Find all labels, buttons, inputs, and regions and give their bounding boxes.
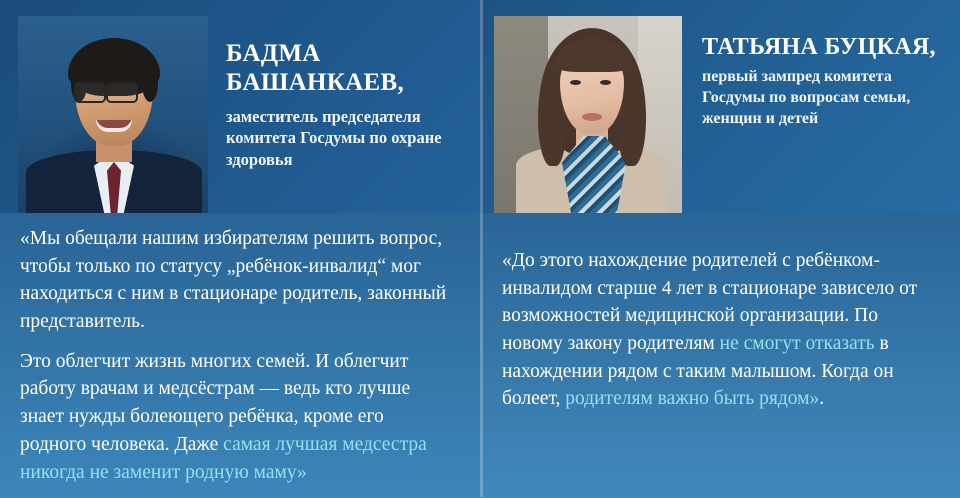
quote-paragraph xyxy=(502,247,938,413)
vertical-divider xyxy=(480,0,483,497)
portrait-tatyana-butskaya xyxy=(494,16,682,213)
quote-text: в нахождении рядом с таким малышом. Когда он болеет, xyxy=(502,333,894,410)
quote-right xyxy=(480,213,960,498)
speaker-name: ТАТЬЯНА БУЦКАЯ, xyxy=(702,34,936,60)
speaker-name-block-left xyxy=(226,40,474,170)
quote-text: . xyxy=(819,388,825,410)
glasses-left-lens xyxy=(74,82,106,103)
portrait-badma-bashankaev xyxy=(18,16,208,213)
quote-paragraph xyxy=(20,348,450,486)
glasses-right-lens xyxy=(106,82,138,103)
speaker-panel-right xyxy=(480,0,960,213)
speaker-name-block-right xyxy=(702,34,952,130)
quote-left xyxy=(0,213,480,498)
glasses-bridge xyxy=(102,89,108,91)
quote-highlight: не смогут отказать xyxy=(719,333,875,355)
quote-highlight: родителям важно быть рядом» xyxy=(565,388,820,410)
speaker-name: БАДМА БАШАНКАЕВ, xyxy=(226,40,404,96)
speaker-panel-left xyxy=(0,0,480,213)
eye-right xyxy=(600,80,611,85)
quote-text: Это облегчит жизнь многих семей. И облегчит работу врачам и медсёстрам — ведь кто лучше знает нужды болеющего ребёнка, кроме его родного человека. Даже xyxy=(20,350,411,455)
speaker-title: первый зампред комитета Госдумы по вопросам семьи, женщин и детей xyxy=(702,68,911,127)
quote-text: «Мы обещали нашим избирателям решить вопрос, чтобы только по статусу „ребёнок-инвалид“ мог находиться с ним в стационаре родитель, законный представитель. xyxy=(20,228,447,333)
mouth-shape xyxy=(582,113,602,121)
speaker-title: заместитель председателя комитета Госдумы по охране здоровья xyxy=(226,107,442,169)
quote-paragraph xyxy=(20,225,450,336)
quote-text: «До этого нахождение родителей с ребёнком-инвалидом старше 4 лет в стационаре зависело от возможностей медицинской организации. По новому закону родителям xyxy=(502,250,918,355)
eye-left xyxy=(570,80,581,85)
quote-highlight: самая лучшая медсестра никогда не заменит родную маму» xyxy=(20,433,427,483)
